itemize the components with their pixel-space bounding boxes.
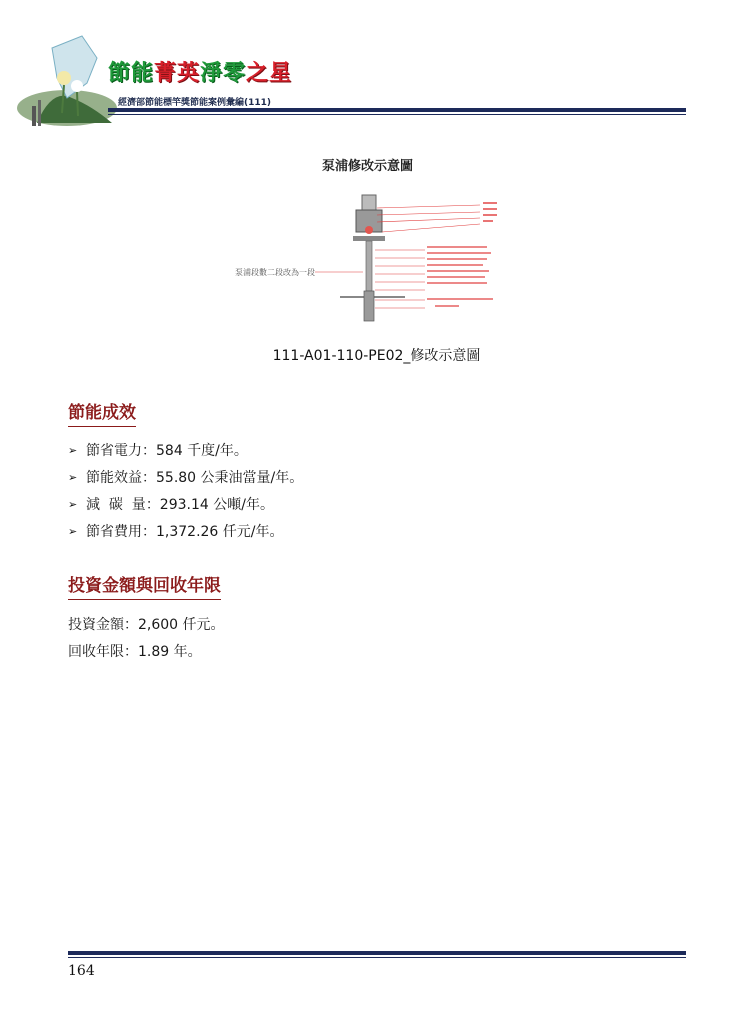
section-heading-energy-savings: 節能成效 (68, 398, 136, 427)
arrow-bullet-icon: ➢ (68, 524, 78, 538)
item-value: ：1,372.26 仟元/年。 (142, 523, 284, 540)
item-label: 減 碳 量 (86, 496, 146, 513)
savings-list (68, 437, 303, 545)
arrow-bullet-icon: ➢ (68, 443, 78, 457)
item-label: 節省電力 (86, 442, 142, 459)
footer-divider-thin (68, 957, 686, 958)
list-item (68, 518, 303, 545)
page-number: 164 (68, 963, 95, 979)
list-item (68, 491, 303, 518)
figure-caption: 111-A01-110-PE02_修改示意圖 (272, 348, 481, 364)
item-label: 節能效益 (86, 469, 142, 486)
diagram-left-label: 泵浦段數二段改為一段 (235, 268, 315, 277)
brand-title: 節能菁英淨零之星 (108, 60, 293, 86)
header-subtitle: 經濟部節能標竿獎節能案例彙編(111) (118, 98, 272, 108)
logo-icon (12, 28, 122, 133)
list-item (68, 437, 303, 464)
header-divider-thin (108, 114, 686, 115)
header-divider (108, 108, 686, 112)
pump-diagram (225, 150, 525, 330)
figure-title: 泵浦修改示意圖 (322, 159, 414, 174)
page-header (0, 0, 753, 135)
item-value: ：293.14 公噸/年。 (145, 496, 274, 513)
item-value: ：584 千度/年。 (142, 442, 248, 459)
section-heading-investment: 投資金額與回收年限 (68, 571, 221, 600)
item-label: 節省費用 (86, 523, 142, 540)
arrow-bullet-icon: ➢ (68, 470, 78, 484)
footer-divider (68, 951, 686, 955)
payback-period: 回收年限：1.89 年。 (68, 644, 202, 660)
investment-amount: 投資金額：2,600 仟元。 (68, 617, 225, 633)
arrow-bullet-icon: ➢ (68, 497, 78, 511)
item-value: ：55.80 公秉油當量/年。 (142, 469, 304, 486)
list-item (68, 464, 303, 491)
